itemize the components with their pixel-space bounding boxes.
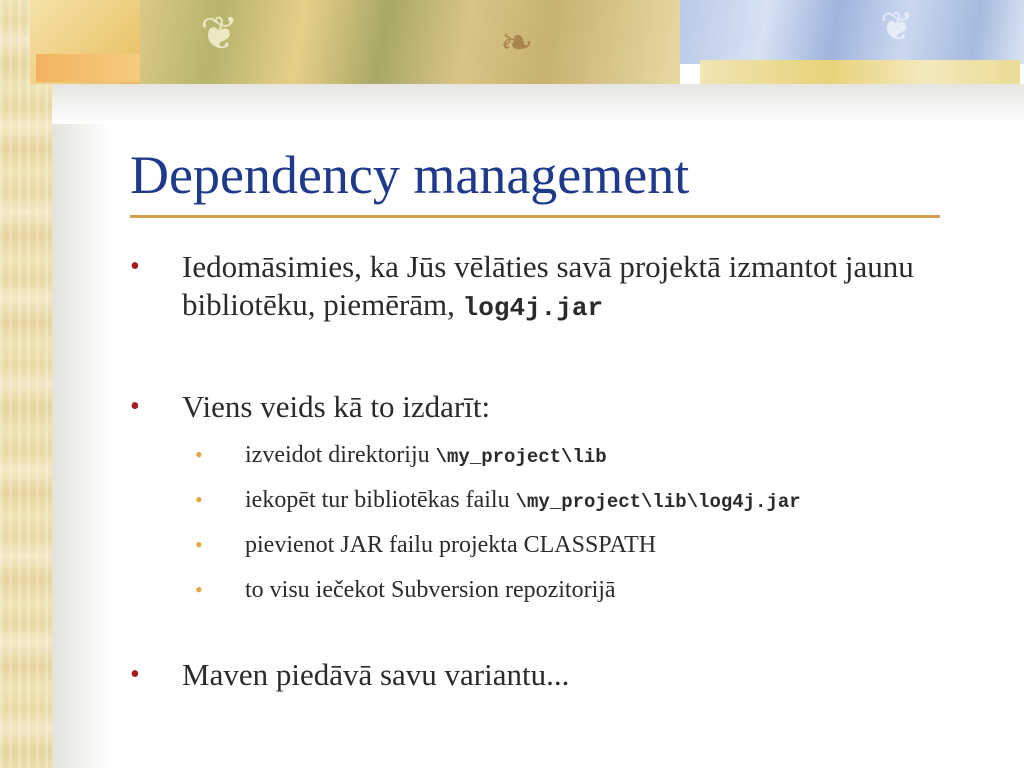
leaf-icon: ❦ — [200, 6, 239, 60]
sub-bullet-item — [195, 530, 1015, 560]
bullet-item — [130, 388, 1022, 426]
title-underline — [130, 215, 940, 218]
sub-bullet-dot-icon: • — [195, 577, 203, 602]
bullet-text: Viens veids kā to izdarīt: — [182, 389, 491, 424]
banner-blue-tile — [680, 0, 1024, 64]
banner-yellow-tile — [700, 60, 1020, 84]
sub-bullet-item — [195, 575, 1015, 605]
leaf-icon: ❧ — [500, 20, 534, 66]
leaf-icon: ❦ — [880, 4, 914, 50]
bullet-code: log4j.jar — [462, 293, 604, 323]
banner-orange-tile — [36, 54, 146, 82]
sub-bullet-code: \my_project\lib\log4j.jar — [515, 491, 801, 513]
sub-bullet-dot-icon: • — [195, 532, 203, 557]
sub-bullet-text: pievienot JAR failu projekta CLASSPATH — [245, 532, 657, 558]
decorative-top-shadow — [52, 84, 1024, 124]
sub-bullet-text: to visu iečekot Subversion repozitorijā — [245, 577, 616, 603]
bullet-text — [182, 248, 1022, 327]
bullet-dot-icon: • — [130, 391, 140, 422]
sub-bullet-text-plain: iekopēt tur bibliotēkas failu — [245, 487, 516, 513]
decorative-top-banner — [0, 0, 1024, 84]
slide-title: Dependency management — [130, 145, 690, 205]
sub-bullet-dot-icon: • — [195, 442, 203, 467]
bullet-item — [130, 656, 1022, 694]
decorative-left-strip — [0, 0, 52, 768]
sub-bullet-code: \my_project\lib — [435, 446, 607, 468]
sub-bullet-item — [195, 440, 1015, 472]
bullet-dot-icon: • — [130, 251, 140, 282]
sub-bullet-item — [195, 485, 1015, 517]
bullet-dot-icon: • — [130, 659, 140, 690]
sub-bullet-text-plain: izveidot direktoriju — [245, 442, 436, 468]
bullet-text-plain: Iedomāsimies, ka Jūs vēlāties savā projektā izmantot jaunu bibliotēku, piemērām, — [182, 249, 914, 322]
sub-bullet-text — [245, 440, 1015, 472]
sub-bullet-dot-icon: • — [195, 487, 203, 512]
sub-bullet-text — [245, 485, 1015, 517]
bullet-text: Maven piedāvā savu variantu... — [182, 657, 570, 692]
bullet-item — [130, 248, 1022, 327]
